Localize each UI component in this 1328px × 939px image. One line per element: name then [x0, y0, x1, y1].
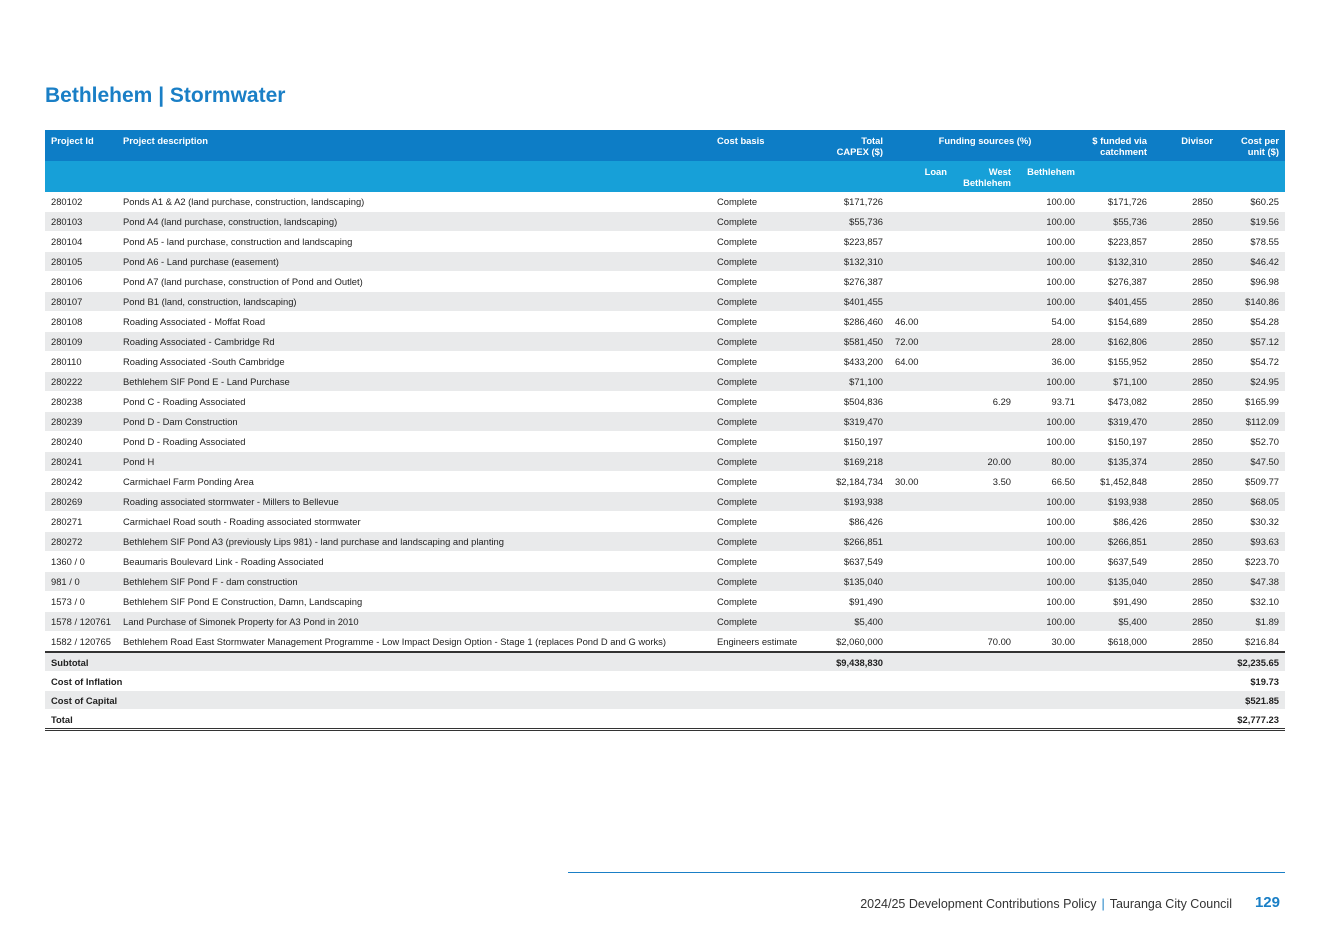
cell-project-id: 280106	[45, 272, 117, 292]
header-funding-sources: Funding sources (%)	[889, 130, 1081, 161]
page-title: Bethlehem | Stormwater	[45, 84, 286, 107]
cell-bethlehem-pct: 28.00	[1017, 332, 1081, 352]
cell-funded-via-catchment: $71,100	[1081, 372, 1153, 392]
header-cost-basis: Cost basis	[711, 130, 821, 161]
cell-cost-per-unit: $216.84	[1219, 632, 1285, 653]
cell-total-capex: $132,310	[821, 252, 889, 272]
cell-west-bethlehem-pct	[953, 332, 1017, 352]
cell-divisor: 2850	[1153, 312, 1219, 332]
cell-loan-pct	[889, 412, 953, 432]
cell-cost-per-unit: $60.25	[1219, 192, 1285, 212]
cell-cost-basis: Complete	[711, 512, 821, 532]
inflation-cost: $19.73	[1219, 672, 1285, 691]
cell-total-capex: $193,938	[821, 492, 889, 512]
cell-cost-basis: Complete	[711, 272, 821, 292]
table-row	[45, 252, 1285, 272]
cell-divisor: 2850	[1153, 412, 1219, 432]
page-number: 129	[1254, 894, 1280, 911]
table-row	[45, 292, 1285, 312]
footer-separator: |	[1101, 897, 1105, 911]
cell-cost-per-unit: $54.28	[1219, 312, 1285, 332]
cell-divisor: 2850	[1153, 272, 1219, 292]
subtotal-row	[45, 652, 1285, 672]
cell-funded-via-catchment: $171,726	[1081, 192, 1153, 212]
table-row	[45, 492, 1285, 512]
cell-west-bethlehem-pct	[953, 292, 1017, 312]
header-project-description: Project description	[117, 130, 711, 161]
cell-project-description: Ponds A1 & A2 (land purchase, construction, landscaping)	[117, 192, 711, 212]
cell-cost-basis: Complete	[711, 292, 821, 312]
footer-policy: 2024/25 Development Contributions Policy	[860, 897, 1097, 911]
cell-west-bethlehem-pct	[953, 212, 1017, 232]
table-row	[45, 632, 1285, 653]
cell-cost-basis: Complete	[711, 232, 821, 252]
cell-total-capex: $266,851	[821, 532, 889, 552]
cell-bethlehem-pct: 100.00	[1017, 592, 1081, 612]
cell-west-bethlehem-pct	[953, 352, 1017, 372]
cell-loan-pct	[889, 492, 953, 512]
cell-cost-per-unit: $140.86	[1219, 292, 1285, 312]
table-row	[45, 432, 1285, 452]
table-row	[45, 372, 1285, 392]
cell-funded-via-catchment: $637,549	[1081, 552, 1153, 572]
cell-cost-per-unit: $93.63	[1219, 532, 1285, 552]
cell-cost-basis: Complete	[711, 312, 821, 332]
cell-total-capex: $150,197	[821, 432, 889, 452]
cell-divisor: 2850	[1153, 392, 1219, 412]
cell-project-description: Bethlehem SIF Pond E Construction, Damn, Landscaping	[117, 592, 711, 612]
cell-divisor: 2850	[1153, 292, 1219, 312]
cell-project-description: Carmichael Road south - Roading associated stormwater	[117, 512, 711, 532]
cell-project-description: Carmichael Farm Ponding Area	[117, 472, 711, 492]
cell-project-description: Pond D - Roading Associated	[117, 432, 711, 452]
cell-project-description: Beaumaris Boulevard Link - Roading Associated	[117, 552, 711, 572]
cell-loan-pct	[889, 292, 953, 312]
cell-bethlehem-pct: 54.00	[1017, 312, 1081, 332]
cell-funded-via-catchment: $132,310	[1081, 252, 1153, 272]
cell-project-description: Pond A5 - land purchase, construction and landscaping	[117, 232, 711, 252]
cell-bethlehem-pct: 100.00	[1017, 572, 1081, 592]
cell-project-id: 280238	[45, 392, 117, 412]
cell-project-description: Roading associated stormwater - Millers to Bellevue	[117, 492, 711, 512]
cell-divisor: 2850	[1153, 532, 1219, 552]
cell-divisor: 2850	[1153, 252, 1219, 272]
cell-bethlehem-pct: 100.00	[1017, 492, 1081, 512]
cell-funded-via-catchment: $223,857	[1081, 232, 1153, 252]
cell-west-bethlehem-pct	[953, 232, 1017, 252]
cell-total-capex: $433,200	[821, 352, 889, 372]
cell-loan-pct: 72.00	[889, 332, 953, 352]
cell-cost-basis: Complete	[711, 352, 821, 372]
cell-west-bethlehem-pct	[953, 532, 1017, 552]
cell-loan-pct	[889, 232, 953, 252]
cell-funded-via-catchment: $266,851	[1081, 532, 1153, 552]
cell-project-description: Bethlehem SIF Pond F - dam construction	[117, 572, 711, 592]
cell-divisor: 2850	[1153, 472, 1219, 492]
cell-cost-per-unit: $68.05	[1219, 492, 1285, 512]
cell-loan-pct	[889, 452, 953, 472]
cell-divisor: 2850	[1153, 232, 1219, 252]
cell-divisor: 2850	[1153, 372, 1219, 392]
cell-project-description: Pond A6 - Land purchase (easement)	[117, 252, 711, 272]
cell-total-capex: $319,470	[821, 412, 889, 432]
subheader-bethlehem: Bethlehem	[1017, 161, 1081, 192]
cell-funded-via-catchment: $135,374	[1081, 452, 1153, 472]
cell-divisor: 2850	[1153, 352, 1219, 372]
cell-bethlehem-pct: 100.00	[1017, 212, 1081, 232]
cell-project-description: Pond C - Roading Associated	[117, 392, 711, 412]
cell-project-id: 280110	[45, 352, 117, 372]
cell-cost-basis: Complete	[711, 412, 821, 432]
cell-project-description: Bethlehem SIF Pond A3 (previously Lips 981) - land purchase and landscaping and planting	[117, 532, 711, 552]
cell-bethlehem-pct: 100.00	[1017, 232, 1081, 252]
cell-project-id: 280239	[45, 412, 117, 432]
cell-west-bethlehem-pct: 70.00	[953, 632, 1017, 653]
cell-total-capex: $504,836	[821, 392, 889, 412]
cell-funded-via-catchment: $155,952	[1081, 352, 1153, 372]
cell-total-capex: $637,549	[821, 552, 889, 572]
cell-funded-via-catchment: $276,387	[1081, 272, 1153, 292]
cell-cost-per-unit: $223.70	[1219, 552, 1285, 572]
cell-funded-via-catchment: $618,000	[1081, 632, 1153, 653]
cell-west-bethlehem-pct	[953, 192, 1017, 212]
cell-bethlehem-pct: 100.00	[1017, 272, 1081, 292]
cell-funded-via-catchment: $5,400	[1081, 612, 1153, 632]
header-funded-via-catchment: $ funded via catchment	[1081, 130, 1153, 161]
cell-cost-basis: Complete	[711, 592, 821, 612]
cell-project-id: 981 / 0	[45, 572, 117, 592]
cell-bethlehem-pct: 100.00	[1017, 512, 1081, 532]
table-row	[45, 312, 1285, 332]
cell-project-id: 280222	[45, 372, 117, 392]
cell-cost-per-unit: $1.89	[1219, 612, 1285, 632]
cell-funded-via-catchment: $401,455	[1081, 292, 1153, 312]
header-project-id: Project Id	[45, 130, 117, 161]
cell-bethlehem-pct: 66.50	[1017, 472, 1081, 492]
cell-funded-via-catchment: $86,426	[1081, 512, 1153, 532]
cell-total-capex: $169,218	[821, 452, 889, 472]
cell-west-bethlehem-pct	[953, 492, 1017, 512]
cell-divisor: 2850	[1153, 512, 1219, 532]
footer-divider	[568, 872, 1285, 873]
cell-total-capex: $276,387	[821, 272, 889, 292]
cell-bethlehem-pct: 93.71	[1017, 392, 1081, 412]
cell-cost-per-unit: $112.09	[1219, 412, 1285, 432]
cell-project-id: 1578 / 120761	[45, 612, 117, 632]
cell-loan-pct	[889, 552, 953, 572]
inflation-row	[45, 672, 1285, 691]
cell-cost-per-unit: $47.38	[1219, 572, 1285, 592]
cell-bethlehem-pct: 100.00	[1017, 372, 1081, 392]
footer-text	[860, 897, 1232, 911]
capital-row	[45, 691, 1285, 710]
cell-project-id: 280242	[45, 472, 117, 492]
cell-bethlehem-pct: 80.00	[1017, 452, 1081, 472]
cell-project-description: Roading Associated -South Cambridge	[117, 352, 711, 372]
cell-funded-via-catchment: $91,490	[1081, 592, 1153, 612]
cell-total-capex: $86,426	[821, 512, 889, 532]
cell-project-id: 280104	[45, 232, 117, 252]
cell-cost-basis: Complete	[711, 432, 821, 452]
cell-project-id: 280102	[45, 192, 117, 212]
cell-loan-pct	[889, 592, 953, 612]
cell-cost-basis: Complete	[711, 552, 821, 572]
cell-project-id: 280269	[45, 492, 117, 512]
cell-project-id: 280240	[45, 432, 117, 452]
cell-total-capex: $5,400	[821, 612, 889, 632]
cell-project-id: 1360 / 0	[45, 552, 117, 572]
table-row	[45, 612, 1285, 632]
cell-west-bethlehem-pct	[953, 572, 1017, 592]
cell-cost-per-unit: $47.50	[1219, 452, 1285, 472]
table-row	[45, 472, 1285, 492]
cell-west-bethlehem-pct	[953, 432, 1017, 452]
cell-loan-pct	[889, 212, 953, 232]
cell-divisor: 2850	[1153, 452, 1219, 472]
cell-cost-basis: Complete	[711, 532, 821, 552]
cell-total-capex: $71,100	[821, 372, 889, 392]
cell-divisor: 2850	[1153, 192, 1219, 212]
table-header-row	[45, 130, 1285, 161]
cell-funded-via-catchment: $55,736	[1081, 212, 1153, 232]
cell-project-id: 280241	[45, 452, 117, 472]
cell-bethlehem-pct: 100.00	[1017, 432, 1081, 452]
subheader-loan: Loan	[889, 161, 953, 192]
cell-funded-via-catchment: $135,040	[1081, 572, 1153, 592]
footer-council: Tauranga City Council	[1109, 897, 1232, 911]
cell-total-capex: $135,040	[821, 572, 889, 592]
capital-cost: $521.85	[1219, 691, 1285, 710]
cell-cost-basis: Engineers estimate	[711, 632, 821, 653]
cell-bethlehem-pct: 30.00	[1017, 632, 1081, 653]
cell-loan-pct	[889, 512, 953, 532]
cell-divisor: 2850	[1153, 332, 1219, 352]
cell-project-id: 280108	[45, 312, 117, 332]
cell-loan-pct	[889, 632, 953, 653]
cell-loan-pct: 46.00	[889, 312, 953, 332]
subtotal-cost-per-unit: $2,235.65	[1219, 652, 1285, 672]
table-subheader-row	[45, 161, 1285, 192]
cell-project-description: Pond A4 (land purchase, construction, landscaping)	[117, 212, 711, 232]
cell-bethlehem-pct: 100.00	[1017, 532, 1081, 552]
cell-total-capex: $55,736	[821, 212, 889, 232]
cell-cost-per-unit: $52.70	[1219, 432, 1285, 452]
cell-funded-via-catchment: $193,938	[1081, 492, 1153, 512]
table-row	[45, 192, 1285, 212]
cell-divisor: 2850	[1153, 432, 1219, 452]
cell-cost-basis: Complete	[711, 332, 821, 352]
table-row	[45, 552, 1285, 572]
cell-funded-via-catchment: $162,806	[1081, 332, 1153, 352]
inflation-label: Cost of Inflation	[45, 672, 821, 691]
cell-cost-basis: Complete	[711, 452, 821, 472]
cell-west-bethlehem-pct	[953, 592, 1017, 612]
table-row	[45, 232, 1285, 252]
cell-west-bethlehem-pct	[953, 552, 1017, 572]
cell-bethlehem-pct: 100.00	[1017, 612, 1081, 632]
cell-project-id: 280103	[45, 212, 117, 232]
cell-divisor: 2850	[1153, 612, 1219, 632]
cell-project-id: 280272	[45, 532, 117, 552]
cell-west-bethlehem-pct	[953, 412, 1017, 432]
stormwater-projects-table	[45, 130, 1285, 731]
cell-cost-per-unit: $165.99	[1219, 392, 1285, 412]
cell-cost-basis: Complete	[711, 212, 821, 232]
cell-loan-pct: 30.00	[889, 472, 953, 492]
cell-cost-per-unit: $32.10	[1219, 592, 1285, 612]
cell-west-bethlehem-pct: 3.50	[953, 472, 1017, 492]
cell-loan-pct	[889, 192, 953, 212]
cell-bethlehem-pct: 100.00	[1017, 412, 1081, 432]
cell-cost-basis: Complete	[711, 392, 821, 412]
cell-project-description: Roading Associated - Cambridge Rd	[117, 332, 711, 352]
cell-loan-pct	[889, 372, 953, 392]
cell-project-description: Pond H	[117, 452, 711, 472]
cell-total-capex: $2,184,734	[821, 472, 889, 492]
cell-cost-per-unit: $46.42	[1219, 252, 1285, 272]
cell-loan-pct: 64.00	[889, 352, 953, 372]
cell-cost-basis: Complete	[711, 372, 821, 392]
cell-divisor: 2850	[1153, 572, 1219, 592]
cell-project-id: 1582 / 120765	[45, 632, 117, 653]
cell-cost-basis: Complete	[711, 572, 821, 592]
cell-west-bethlehem-pct	[953, 372, 1017, 392]
cell-cost-per-unit: $78.55	[1219, 232, 1285, 252]
cell-project-id: 280107	[45, 292, 117, 312]
table-row	[45, 272, 1285, 292]
cell-west-bethlehem-pct: 6.29	[953, 392, 1017, 412]
total-cost: $2,777.23	[1219, 710, 1285, 730]
total-row	[45, 710, 1285, 730]
table-row	[45, 452, 1285, 472]
table-row	[45, 392, 1285, 412]
cell-divisor: 2850	[1153, 632, 1219, 653]
cell-project-description: Roading Associated - Moffat Road	[117, 312, 711, 332]
cell-bethlehem-pct: 36.00	[1017, 352, 1081, 372]
cell-cost-basis: Complete	[711, 492, 821, 512]
cell-project-id: 280109	[45, 332, 117, 352]
subtotal-label: Subtotal	[45, 652, 821, 672]
table-row	[45, 332, 1285, 352]
cell-project-id: 280105	[45, 252, 117, 272]
cell-loan-pct	[889, 392, 953, 412]
cell-total-capex: $91,490	[821, 592, 889, 612]
cell-loan-pct	[889, 432, 953, 452]
cell-loan-pct	[889, 532, 953, 552]
table-row	[45, 412, 1285, 432]
cell-bethlehem-pct: 100.00	[1017, 292, 1081, 312]
cell-cost-per-unit: $30.32	[1219, 512, 1285, 532]
cell-loan-pct	[889, 612, 953, 632]
total-label: Total	[45, 710, 821, 730]
cell-cost-per-unit: $509.77	[1219, 472, 1285, 492]
cell-cost-per-unit: $24.95	[1219, 372, 1285, 392]
cell-cost-basis: Complete	[711, 252, 821, 272]
cell-funded-via-catchment: $150,197	[1081, 432, 1153, 452]
header-cost-per-unit: Cost per unit ($)	[1219, 130, 1285, 161]
cell-cost-basis: Complete	[711, 192, 821, 212]
cell-total-capex: $401,455	[821, 292, 889, 312]
cell-divisor: 2850	[1153, 592, 1219, 612]
cell-divisor: 2850	[1153, 552, 1219, 572]
cell-project-description: Pond D - Dam Construction	[117, 412, 711, 432]
cell-west-bethlehem-pct	[953, 612, 1017, 632]
cell-cost-per-unit: $54.72	[1219, 352, 1285, 372]
table-row	[45, 572, 1285, 592]
cell-west-bethlehem-pct	[953, 312, 1017, 332]
cell-divisor: 2850	[1153, 492, 1219, 512]
table-row	[45, 532, 1285, 552]
table-row	[45, 352, 1285, 372]
cell-project-description: Bethlehem SIF Pond E - Land Purchase	[117, 372, 711, 392]
cell-total-capex: $2,060,000	[821, 632, 889, 653]
cell-loan-pct	[889, 572, 953, 592]
cell-funded-via-catchment: $473,082	[1081, 392, 1153, 412]
cell-west-bethlehem-pct	[953, 272, 1017, 292]
cell-funded-via-catchment: $319,470	[1081, 412, 1153, 432]
cell-cost-basis: Complete	[711, 612, 821, 632]
header-divisor: Divisor	[1153, 130, 1219, 161]
cell-total-capex: $581,450	[821, 332, 889, 352]
cell-bethlehem-pct: 100.00	[1017, 252, 1081, 272]
cell-project-id: 1573 / 0	[45, 592, 117, 612]
cell-project-description: Bethlehem Road East Stormwater Management Programme - Low Impact Design Option - Stage 1 (replaces Pond D and G works)	[117, 632, 711, 653]
header-total-capex: Total CAPEX ($)	[821, 130, 889, 161]
cell-project-id: 280271	[45, 512, 117, 532]
cell-divisor: 2850	[1153, 212, 1219, 232]
cell-funded-via-catchment: $1,452,848	[1081, 472, 1153, 492]
cell-west-bethlehem-pct: 20.00	[953, 452, 1017, 472]
capital-label: Cost of Capital	[45, 691, 821, 710]
cell-cost-basis: Complete	[711, 472, 821, 492]
table-row	[45, 512, 1285, 532]
table-row	[45, 592, 1285, 612]
subtotal-capex: $9,438,830	[821, 652, 889, 672]
table-row	[45, 212, 1285, 232]
cell-cost-per-unit: $19.56	[1219, 212, 1285, 232]
cell-bethlehem-pct: 100.00	[1017, 552, 1081, 572]
cell-total-capex: $286,460	[821, 312, 889, 332]
cell-total-capex: $223,857	[821, 232, 889, 252]
cell-cost-per-unit: $96.98	[1219, 272, 1285, 292]
subheader-west-bethlehem: West Bethlehem	[953, 161, 1017, 192]
cell-cost-per-unit: $57.12	[1219, 332, 1285, 352]
cell-bethlehem-pct: 100.00	[1017, 192, 1081, 212]
cell-funded-via-catchment: $154,689	[1081, 312, 1153, 332]
cell-west-bethlehem-pct	[953, 252, 1017, 272]
cell-project-description: Pond B1 (land, construction, landscaping)	[117, 292, 711, 312]
cell-west-bethlehem-pct	[953, 512, 1017, 532]
cell-project-description: Pond A7 (land purchase, construction of Pond and Outlet)	[117, 272, 711, 292]
cell-loan-pct	[889, 252, 953, 272]
cell-total-capex: $171,726	[821, 192, 889, 212]
cell-project-description: Land Purchase of Simonek Property for A3 Pond in 2010	[117, 612, 711, 632]
cell-loan-pct	[889, 272, 953, 292]
